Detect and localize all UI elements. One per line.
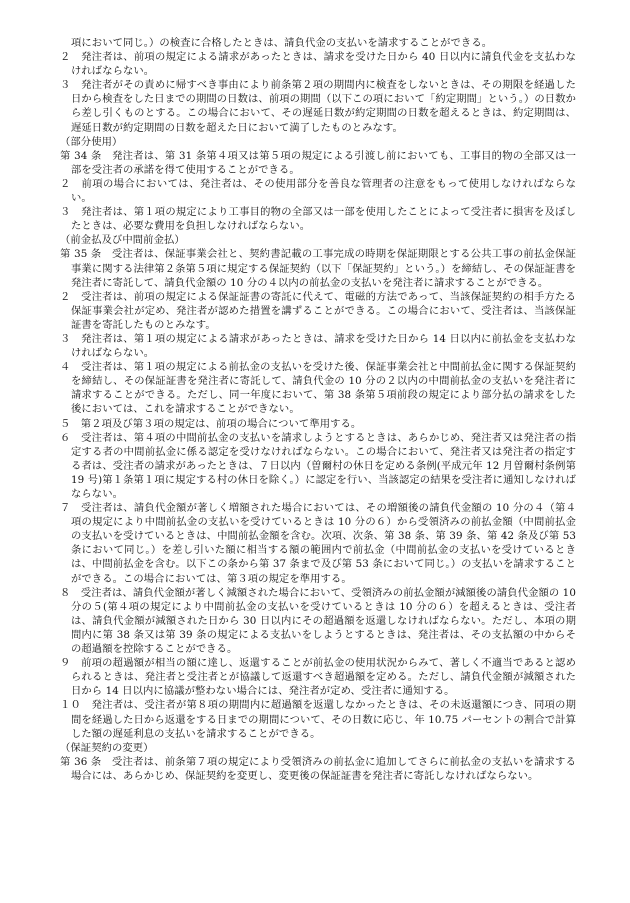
paragraph-35-4: ４ 受注者は、第１項の規定による前払金の支払いを受けた後、保証事業会社と中間前払金に関する保証契約を締結し、その保証証書を発注者に寄託して、請負代金の 10 分の２以内の中間前払金の支払いを発注者に請求することができる。ただし、同一年度において、第 38 条第５項前段の規定により部分払の請求をした後においては、これを請求することができない。 [60,361,576,416]
continued-paragraph: 項において同じ。）の検査に合格したときは、請負代金の支払いを請求することができる。 [71,37,493,49]
paragraph-35-3: ３ 発注者は、第１項の規定による請求があったときは、請求を受けた日から 14 日以内に前払金を支払わなければならない。 [60,332,576,360]
paragraph-33-2: ２ 発注者は、前項の規定による請求があったときは、請求を受けた日から 40 日以内に請負代金を支払わなければならない。 [60,51,576,78]
caption-partial-use: （部分使用） [60,135,123,148]
caption-advance-payment: （前金払及び中間前金払） [60,234,185,247]
paragraph-34-3: ３ 発注者は、第１項の規定により工事目的物の全部又は一部を使用したことによって受注者に損害を及ぼしたときは、必要な費用を負担しなければならない。 [60,206,576,233]
paragraph-34-2: ２ 前項の場合においては、発注者は、その使用部分を善良な管理者の注意をもって使用しなければならない。 [60,177,576,205]
caption-guarantee-change: （保証契約の変更） [60,741,154,754]
paragraph-35-7: ７ 受注者は、請負代金額が著しく増額された場合においては、その増額後の請負代金額の 10 分の４（第４項の規定により中間前払金の支払いを受けているときは 10 分の６）から受領済みの前払金額（中間前払金の支払いを受けているときは、中間前払金額を含む。次項、次条、第 38 条、第 39 条、第 42 条及び第 53 条において同じ。）を差し引いた額に相当する額の範囲内で前払金（中間前払金の支払いを受けているときは、中間前払金を含む。以下この条から第 37 条まで及び第 53 条において同じ。）の支払いを請求することができる。この場合においては、第３項の規定を準用する。 [60,502,576,585]
paragraph-35-6: ６ 受注者は、第４項の中間前払金の支払いを請求しようとするときは、あらかじめ、発注者又は発注者の指定する者の中間前払金に係る認定を受けなければならない。この場合において、発注者又は発注者の指定する者は、受注者の請求があったときは、７日以内（曽爾村の休日を定める条例(平成元年 12 月曽爾村条例第 19 号)第１条第１項に規定する村の休日を除く。）に認定を行い、当該認定の結果を受注者に通知しなければならない。 [60,431,576,500]
paragraph-33-3: ３ 発注者がその責めに帰すべき事由により前条第２項の期間内に検査をしないときは、その期限を経過した日から検査をした日までの期間の日数は、前項の期間（以下この項において「約定期間」という。）の日数から差し引くものとする。この場合において、その遅延日数が約定期間の日数を超えるときは、約定期間は、遅延日数が約定期間の日数を超えた日において満了したものとみなす。 [60,79,576,134]
paragraph-35-2: ２ 受注者は、前項の規定による保証証書の寄託に代えて、電磁的方法であって、当該保証契約の相手方たる保証事業会社が定め、発注者が認めた措置を講ずることができる。この場合において、受注者は、当該保証証書を寄託したものとみなす。 [60,290,576,331]
article-34: 第 34 条 発注者は、第 31 条第４項又は第５項の規定による引渡し前においても、工事目的物の全部又は一部を受注者の承諾を得て使用することができる。 [60,149,576,176]
paragraph-35-5: ５ 第２項及び第３項の規定は、前項の場合について準用する。 [60,417,362,430]
article-35: 第 35 条 受注者は、保証事業会社と、契約書記載の工事完成の時期を保証期限とする公共工事の前払金保証事業に関する法律第２条第５項に規定する保証契約（以下「保証契約」という。）を締結し、その保証証書を発注者に寄託して、請負代金額の 10 分の４以内の前払金の支払いを発注者に請求することができる。 [60,248,576,289]
paragraph-35-10: １０ 発注者は、受注者が第８項の期間内に超過額を返還しなかったときは、その未返還額につき、同項の期間を経過した日から返還をする日までの期間について、その日数に応じ、年 10.75 パーセントの割合で計算した額の遅延利息の支払いを請求することができる。 [60,699,576,740]
article-36: 第 36 条 受注者は、前条第７項の規定により受領済みの前払金に追加してさらに前払金の支払いを請求する場合には、あらかじめ、保証契約を変更し、変更後の保証証書を発注者に寄託しなければならない。 [60,755,576,782]
document-page [60,36,576,783]
paragraph-35-9: ９ 前項の超過額が相当の額に達し、返還することが前払金の使用状況からみて、著しく不適当であると認められるときは、発注者と受注者とが協議して返還すべき超過額を定める。ただし、請負代金額が減額された日から 14 日以内に協議が整わない場合には、発注者が定め、受注者に通知する。 [60,657,576,698]
paragraph-35-8: ８ 受注者は、請負代金額が著しく減額された場合において、受領済みの前払金額が減額後の請負代金額の 10 分の５(第４項の規定により中間前払金の支払いを受けているときは 10 分の６）を超えるときは、受注者は、請負代金額が減額された日から 30 日以内にその超過額を返還しなければならない。ただし、本項の期間内に第 38 条又は第 39 条の規定による支払いをしようとするときは、発注者は、その支払額の中からその超過額を控除することができる。 [60,586,576,656]
